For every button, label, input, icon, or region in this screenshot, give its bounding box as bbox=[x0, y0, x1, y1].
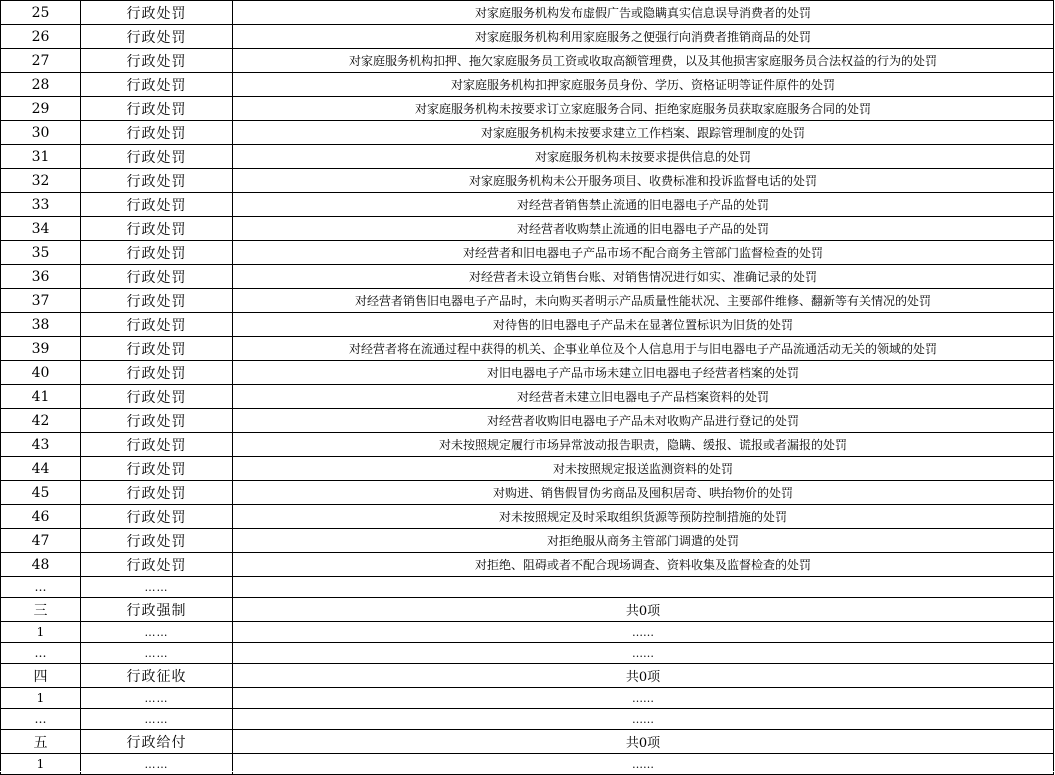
item-name-cell: 对家庭服务机构发布虚假广告或隐瞒真实信息误导消费者的处罚 bbox=[233, 1, 1054, 25]
table-row bbox=[1, 664, 1054, 688]
item-name-cell: 对未按照规定及时采取组织货源等预防控制措施的处罚 bbox=[233, 505, 1054, 529]
item-name-cell: 对经营者将在流通过程中获得的机关、企事业单位及个人信息用于与旧电器电子产品流通活动无关的领域的处罚 bbox=[233, 337, 1054, 361]
row-number-cell: 三 bbox=[1, 598, 81, 622]
row-number-cell: 45 bbox=[1, 481, 81, 505]
table-row bbox=[1, 1, 1054, 25]
power-type-cell: 行政处罚 bbox=[81, 217, 233, 241]
item-name-cell: 对家庭服务机构未按要求建立工作档案、跟踪管理制度的处罚 bbox=[233, 121, 1054, 145]
item-name-cell: 对旧电器电子产品市场未建立旧电器电子经营者档案的处罚 bbox=[233, 361, 1054, 385]
table-row bbox=[1, 505, 1054, 529]
row-number-cell: 35 bbox=[1, 241, 81, 265]
row-number-cell: 34 bbox=[1, 217, 81, 241]
row-number-cell: 四 bbox=[1, 664, 81, 688]
power-type-cell: …… bbox=[81, 754, 233, 775]
power-type-cell: 行政处罚 bbox=[81, 433, 233, 457]
power-type-cell: 行政处罚 bbox=[81, 337, 233, 361]
item-name-cell: 对经营者销售旧电器电子产品时，未向购买者明示产品质量性能状况、主要部件维修、翻新等有关情况的处罚 bbox=[233, 289, 1054, 313]
power-type-cell: 行政强制 bbox=[81, 598, 233, 622]
power-type-cell: 行政处罚 bbox=[81, 457, 233, 481]
item-name-cell: 对拒绝、阻碍或者不配合现场调查、资料收集及监督检查的处罚 bbox=[233, 553, 1054, 577]
item-name-cell: 对未按照规定履行市场异常波动报告职责，隐瞒、缓报、谎报或者漏报的处罚 bbox=[233, 433, 1054, 457]
row-number-cell: 41 bbox=[1, 385, 81, 409]
table-body bbox=[1, 1, 1054, 775]
item-name-cell: 对经营者销售禁止流通的旧电器电子产品的处罚 bbox=[233, 193, 1054, 217]
table-row bbox=[1, 121, 1054, 145]
table-row bbox=[1, 361, 1054, 385]
power-type-cell: 行政处罚 bbox=[81, 361, 233, 385]
item-name-cell: …… bbox=[233, 754, 1054, 775]
power-type-cell: 行政处罚 bbox=[81, 409, 233, 433]
row-number-cell: 42 bbox=[1, 409, 81, 433]
row-number-cell: 32 bbox=[1, 169, 81, 193]
table-row bbox=[1, 97, 1054, 121]
row-number-cell: 47 bbox=[1, 529, 81, 553]
row-number-cell: 33 bbox=[1, 193, 81, 217]
power-type-cell: 行政处罚 bbox=[81, 289, 233, 313]
power-type-cell: 行政处罚 bbox=[81, 97, 233, 121]
table-row bbox=[1, 553, 1054, 577]
item-name-cell: …… bbox=[233, 688, 1054, 709]
item-name-cell: 共0项 bbox=[233, 664, 1054, 688]
item-name-cell: 共0项 bbox=[233, 730, 1054, 754]
power-type-cell: 行政处罚 bbox=[81, 529, 233, 553]
row-number-cell: 46 bbox=[1, 505, 81, 529]
item-name-cell: 对拒绝服从商务主管部门调遣的处罚 bbox=[233, 529, 1054, 553]
row-number-cell: 48 bbox=[1, 553, 81, 577]
row-number-cell: 1 bbox=[1, 622, 81, 643]
row-number-cell: … bbox=[1, 643, 81, 664]
table-row bbox=[1, 577, 1054, 598]
power-type-cell: 行政处罚 bbox=[81, 313, 233, 337]
row-number-cell: 五 bbox=[1, 730, 81, 754]
power-type-cell: 行政处罚 bbox=[81, 49, 233, 73]
table-row bbox=[1, 433, 1054, 457]
item-name-cell: 对家庭服务机构扣押家庭服务员身份、学历、资格证明等证件原件的处罚 bbox=[233, 73, 1054, 97]
row-number-cell: 44 bbox=[1, 457, 81, 481]
table-row bbox=[1, 643, 1054, 664]
item-name-cell bbox=[233, 577, 1054, 598]
table-row bbox=[1, 337, 1054, 361]
item-name-cell: 共0项 bbox=[233, 598, 1054, 622]
row-number-cell: 1 bbox=[1, 754, 81, 775]
item-name-cell: …… bbox=[233, 622, 1054, 643]
power-type-cell: …… bbox=[81, 709, 233, 730]
item-name-cell: 对经营者和旧电器电子产品市场不配合商务主管部门监督检查的处罚 bbox=[233, 241, 1054, 265]
row-number-cell: 39 bbox=[1, 337, 81, 361]
item-name-cell: 对经营者未设立销售台账、对销售情况进行如实、准确记录的处罚 bbox=[233, 265, 1054, 289]
power-type-cell: 行政处罚 bbox=[81, 145, 233, 169]
item-name-cell: 对家庭服务机构扣押、拖欠家庭服务员工资或收取高额管理费，以及其他损害家庭服务员合法权益的行为的处罚 bbox=[233, 49, 1054, 73]
table-row bbox=[1, 409, 1054, 433]
row-number-cell: 27 bbox=[1, 49, 81, 73]
table-row bbox=[1, 709, 1054, 730]
table-row bbox=[1, 49, 1054, 73]
item-name-cell: 对家庭服务机构未公开服务项目、收费标准和投诉监督电话的处罚 bbox=[233, 169, 1054, 193]
power-type-cell: 行政处罚 bbox=[81, 505, 233, 529]
power-type-cell: 行政处罚 bbox=[81, 241, 233, 265]
table-row bbox=[1, 73, 1054, 97]
power-type-cell: 行政给付 bbox=[81, 730, 233, 754]
item-name-cell: 对未按照规定报送监测资料的处罚 bbox=[233, 457, 1054, 481]
table-row bbox=[1, 25, 1054, 49]
power-type-cell: …… bbox=[81, 622, 233, 643]
table-row bbox=[1, 481, 1054, 505]
item-name-cell: 对待售的旧电器电子产品未在显著位置标识为旧货的处罚 bbox=[233, 313, 1054, 337]
power-type-cell: 行政处罚 bbox=[81, 265, 233, 289]
item-name-cell: 对家庭服务机构未按要求订立家庭服务合同、拒绝家庭服务员获取家庭服务合同的处罚 bbox=[233, 97, 1054, 121]
power-type-cell: …… bbox=[81, 688, 233, 709]
power-type-cell: 行政处罚 bbox=[81, 25, 233, 49]
row-number-cell: 36 bbox=[1, 265, 81, 289]
table-row bbox=[1, 457, 1054, 481]
table-row bbox=[1, 730, 1054, 754]
power-type-cell: 行政处罚 bbox=[81, 1, 233, 25]
power-type-cell: …… bbox=[81, 643, 233, 664]
item-name-cell: 对购进、销售假冒伪劣商品及囤积居奇、哄抬物价的处罚 bbox=[233, 481, 1054, 505]
row-number-cell: 28 bbox=[1, 73, 81, 97]
row-number-cell: 31 bbox=[1, 145, 81, 169]
row-number-cell: 25 bbox=[1, 1, 81, 25]
table-row bbox=[1, 265, 1054, 289]
row-number-cell: 30 bbox=[1, 121, 81, 145]
item-name-cell: …… bbox=[233, 643, 1054, 664]
power-type-cell: 行政处罚 bbox=[81, 169, 233, 193]
table-row bbox=[1, 598, 1054, 622]
power-type-cell: 行政征收 bbox=[81, 664, 233, 688]
row-number-cell: 37 bbox=[1, 289, 81, 313]
row-number-cell: … bbox=[1, 709, 81, 730]
table-row bbox=[1, 217, 1054, 241]
row-number-cell: … bbox=[1, 577, 81, 598]
row-number-cell: 40 bbox=[1, 361, 81, 385]
table-row bbox=[1, 385, 1054, 409]
table-row bbox=[1, 688, 1054, 709]
power-type-cell: 行政处罚 bbox=[81, 193, 233, 217]
table-row bbox=[1, 169, 1054, 193]
item-name-cell: 对经营者收购旧电器电子产品未对收购产品进行登记的处罚 bbox=[233, 409, 1054, 433]
table-row bbox=[1, 529, 1054, 553]
row-number-cell: 38 bbox=[1, 313, 81, 337]
table-row bbox=[1, 622, 1054, 643]
table-row bbox=[1, 289, 1054, 313]
power-type-cell: 行政处罚 bbox=[81, 121, 233, 145]
power-type-cell: …… bbox=[81, 577, 233, 598]
table-row bbox=[1, 193, 1054, 217]
power-type-cell: 行政处罚 bbox=[81, 481, 233, 505]
table-row bbox=[1, 313, 1054, 337]
power-type-cell: 行政处罚 bbox=[81, 73, 233, 97]
item-name-cell: 对家庭服务机构未按要求提供信息的处罚 bbox=[233, 145, 1054, 169]
row-number-cell: 1 bbox=[1, 688, 81, 709]
item-name-cell: 对家庭服务机构利用家庭服务之便强行向消费者推销商品的处罚 bbox=[233, 25, 1054, 49]
item-name-cell: 对经营者未建立旧电器电子产品档案资料的处罚 bbox=[233, 385, 1054, 409]
item-name-cell: …… bbox=[233, 709, 1054, 730]
power-type-cell: 行政处罚 bbox=[81, 553, 233, 577]
row-number-cell: 26 bbox=[1, 25, 81, 49]
item-name-cell: 对经营者收购禁止流通的旧电器电子产品的处罚 bbox=[233, 217, 1054, 241]
table-row bbox=[1, 145, 1054, 169]
row-number-cell: 29 bbox=[1, 97, 81, 121]
table-row bbox=[1, 241, 1054, 265]
power-type-cell: 行政处罚 bbox=[81, 385, 233, 409]
row-number-cell: 43 bbox=[1, 433, 81, 457]
